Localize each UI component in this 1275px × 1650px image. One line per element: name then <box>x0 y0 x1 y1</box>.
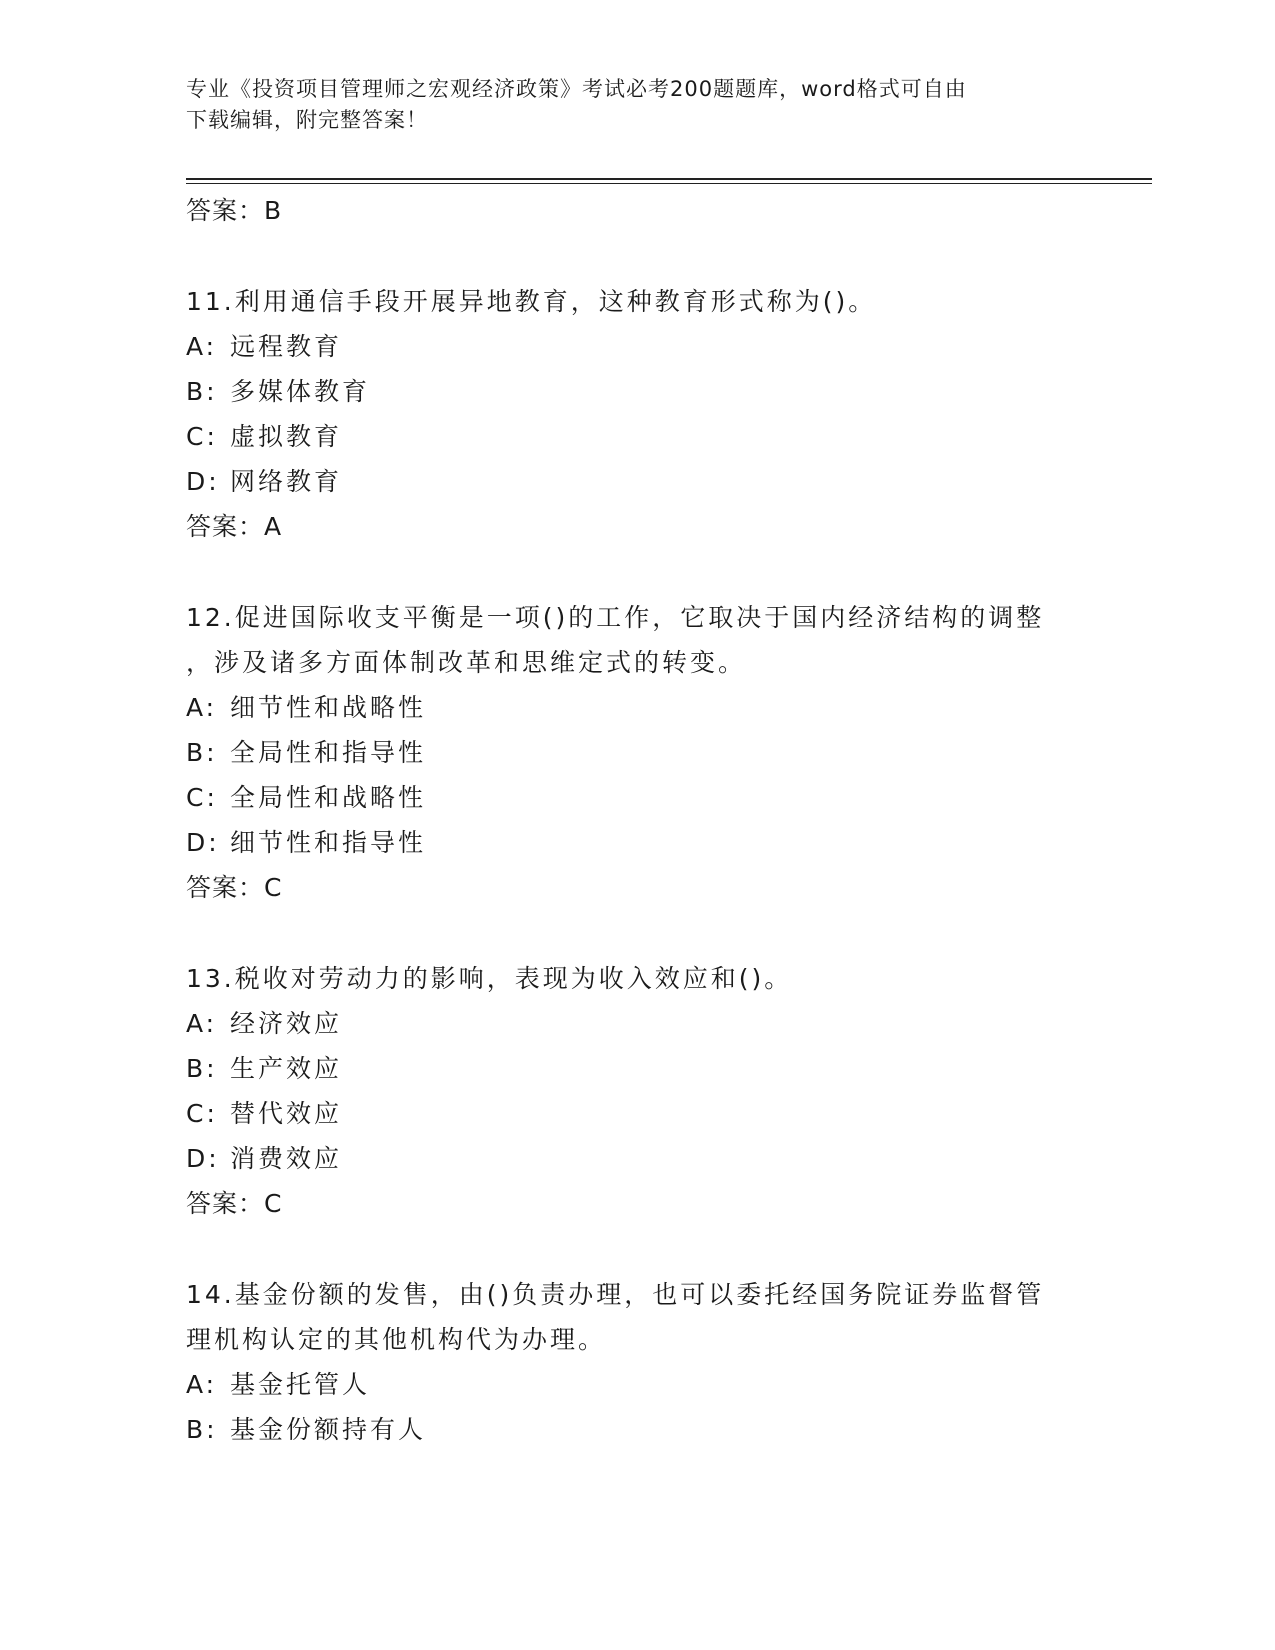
option-letter: B: <box>186 1415 218 1444</box>
question-stem: ，涉及诸多方面体制改革和思维定式的转变。 <box>186 648 747 677</box>
option-letter: C: <box>186 783 218 812</box>
answer-option <box>186 1362 1086 1407</box>
question-block <box>186 956 1086 1226</box>
option-text: 全局性和战略性 <box>230 783 427 812</box>
option-text: 经济效应 <box>230 1009 343 1038</box>
question-stem: 13.税收对劳动力的影响，表现为收入效应和()。 <box>186 964 793 993</box>
header-divider-thin <box>186 183 1152 184</box>
option-text: 细节性和战略性 <box>230 693 427 722</box>
answer-option <box>186 459 1086 504</box>
option-text: 消费效应 <box>230 1144 343 1173</box>
header-title-line-2: 下载编辑，附完整答案！ <box>186 108 428 132</box>
answer-line: 答案：A <box>186 512 283 541</box>
questions-container <box>186 279 1086 1452</box>
answer-option <box>186 1046 1086 1091</box>
option-text: 替代效应 <box>230 1099 343 1128</box>
answer-option <box>186 685 1086 730</box>
option-letter: A: <box>186 693 218 722</box>
question-stem: 11.利用通信手段开展异地教育，这种教育形式称为()。 <box>186 287 877 316</box>
answer-option <box>186 324 1086 369</box>
question-stem: 12.促进国际收支平衡是一项()的工作，它取决于国内经济结构的调整 <box>186 603 1045 632</box>
option-text: 基金份额持有人 <box>230 1415 427 1444</box>
question-stem: 14.基金份额的发售，由()负责办理，也可以委托经国务院证券监督管 <box>186 1280 1045 1309</box>
question-block <box>186 1272 1086 1452</box>
option-letter: A: <box>186 1370 218 1399</box>
answer-option <box>186 1136 1086 1181</box>
option-letter: B: <box>186 738 218 767</box>
answer-line: 答案：C <box>186 873 283 902</box>
option-text: 细节性和指导性 <box>230 828 427 857</box>
option-letter: D: <box>186 467 220 496</box>
option-text: 全局性和指导性 <box>230 738 427 767</box>
answer-line: 答案：C <box>186 1189 283 1218</box>
answer-option <box>186 1001 1086 1046</box>
answer-option <box>186 1407 1086 1452</box>
option-text: 网络教育 <box>230 467 343 496</box>
question-block <box>186 279 1086 549</box>
option-letter: C: <box>186 422 218 451</box>
answer-option <box>186 369 1086 414</box>
option-text: 虚拟教育 <box>230 422 343 451</box>
header-divider-thick <box>186 178 1152 180</box>
question-block <box>186 595 1086 910</box>
option-letter: D: <box>186 828 220 857</box>
answer-option <box>186 414 1086 459</box>
option-text: 远程教育 <box>230 332 343 361</box>
option-text: 基金托管人 <box>230 1370 371 1399</box>
option-letter: A: <box>186 1009 218 1038</box>
answer-option <box>186 1091 1086 1136</box>
answer-option <box>186 820 1086 865</box>
answer-option <box>186 730 1086 775</box>
option-letter: C: <box>186 1099 218 1128</box>
document-header <box>186 74 1066 136</box>
answer-line: 答案：B <box>186 196 283 225</box>
option-letter: B: <box>186 377 218 406</box>
option-text: 多媒体教育 <box>230 377 371 406</box>
question-stem: 理机构认定的其他机构代为办理。 <box>186 1325 607 1354</box>
answer-option <box>186 775 1086 820</box>
header-title-line-1: 专业《投资项目管理师之宏观经济政策》考试必考200题题库，word格式可自由 <box>186 77 967 101</box>
option-letter: A: <box>186 332 218 361</box>
option-letter: B: <box>186 1054 218 1083</box>
option-text: 生产效应 <box>230 1054 343 1083</box>
question-list <box>186 188 1086 1452</box>
option-letter: D: <box>186 1144 220 1173</box>
